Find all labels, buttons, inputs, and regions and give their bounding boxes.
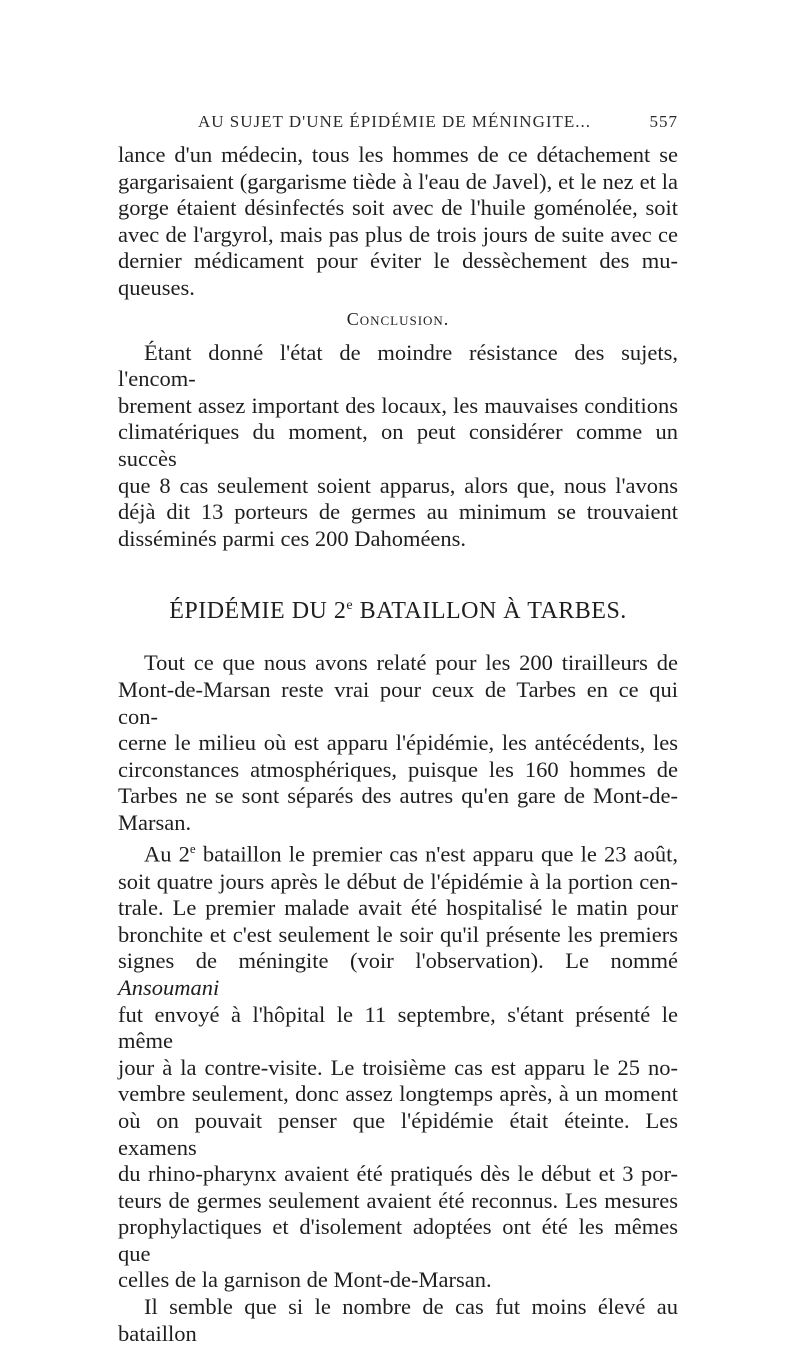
paragraph-final xyxy=(118,1294,678,1347)
text-line: trale. Le premier malade avait été hospitalisé le matin pour xyxy=(118,895,678,921)
text-line: cerne le milieu où est apparu l'épidémie, les antécédents, les xyxy=(118,730,678,756)
text-fragment: signes de méningite (voir l'observation). Le nommé xyxy=(118,948,678,974)
section-heading-end: BATAILLON À TARBES. xyxy=(353,598,627,625)
text-line: où on pouvait penser que l'épidémie était éteinte. Les examens xyxy=(118,1107,678,1160)
text-line: Étant donné l'état de moindre résistance des sujets, l'encom- xyxy=(118,339,678,392)
text-line: avec de l'argyrol, mais pas plus de trois jours de suite avec ce xyxy=(118,221,678,247)
text-fragment: bataillon le premier cas n'est apparu que le 23 août, xyxy=(195,841,678,867)
paragraph-tarbes xyxy=(118,650,678,836)
text-line xyxy=(118,836,678,868)
patient-name: Ansoumani xyxy=(118,974,220,1000)
text-line: climatériques du moment, on peut considérer comme un succès xyxy=(118,419,678,471)
text-line: lance d'un médecin, tous les hommes de ce détachement se xyxy=(118,142,678,167)
text-line: déjà dit 13 porteurs de germes au minimum se trouvaient xyxy=(118,499,678,525)
text-line: vembre seulement, donc assez longtemps après, à un moment xyxy=(118,1081,678,1107)
superscript: e xyxy=(189,841,196,857)
text-line: teurs de germes seulement avaient été reconnus. Les mesures xyxy=(118,1187,678,1213)
paragraph-second-battalion xyxy=(118,836,678,1294)
text-line: soit quatre jours après le début de l'épidémie à la portion cen- xyxy=(118,868,678,894)
book-page xyxy=(118,112,678,1347)
text-line: que 8 cas seulement soient apparus, alors que, nous l'avons xyxy=(118,472,678,498)
section-heading-start: ÉPIDÉMIE DU 2 xyxy=(169,598,347,625)
text-line: dernier médicament pour éviter le dessèchement des mu- xyxy=(118,248,678,274)
page-number: 557 xyxy=(649,112,678,131)
text-line xyxy=(118,948,678,1001)
conclusion-heading: Conclusion. xyxy=(346,308,450,329)
text-line: prophylactiques et d'isolement adoptées ont été les mêmes que xyxy=(118,1214,678,1266)
text-line: jour à la contre-visite. Le troisième cas est apparu le 25 no- xyxy=(118,1054,678,1080)
paragraph-continuation xyxy=(118,142,678,302)
text-line: Il semble que si le nombre de cas fut moins élevé au bataillon xyxy=(118,1294,678,1346)
text-line: gargarisaient (gargarisme tiède à l'eau de Javel), et le nez et la xyxy=(118,168,678,194)
text-fragment: Au 2 xyxy=(144,841,190,867)
text-line: bronchite et c'est seulement le soir qu'il présente les premiers xyxy=(118,921,678,947)
section-heading-superscript: e xyxy=(346,598,354,614)
section-heading xyxy=(118,590,678,625)
text-line: celles de la garnison de Mont-de-Marsan. xyxy=(118,1267,492,1293)
paragraph-conclusion xyxy=(118,340,678,553)
running-head xyxy=(198,112,678,142)
text-line: queuses. xyxy=(118,274,195,300)
text-line: Tarbes ne se sont séparés des autres qu'en gare de Mont-de- xyxy=(118,783,678,809)
text-line: Marsan. xyxy=(118,809,192,835)
text-line: circonstances atmosphériques, puisque les 160 hommes de xyxy=(118,756,678,782)
text-line: disséminés parmi ces 200 Dahoméens. xyxy=(118,525,467,551)
text-line: brement assez important des locaux, les mauvaises conditions xyxy=(118,392,678,418)
text-line: gorge étaient désinfectés soit avec de l'huile goménolée, soit xyxy=(118,195,678,221)
running-title: AU SUJET D'UNE ÉPIDÉMIE DE MÉNINGITE... xyxy=(198,112,592,131)
text-line: fut envoyé à l'hôpital le 11 septembre, s'étant présenté le même xyxy=(118,1001,678,1054)
text-line: Tout ce que nous avons relaté pour les 200 tirailleurs de xyxy=(144,650,678,676)
text-line: du rhino-pharynx avaient été pratiqués dès le début et 3 por- xyxy=(118,1161,678,1187)
text-line: Mont-de-Marsan reste vrai pour ceux de Tarbes en ce qui con- xyxy=(118,676,678,729)
